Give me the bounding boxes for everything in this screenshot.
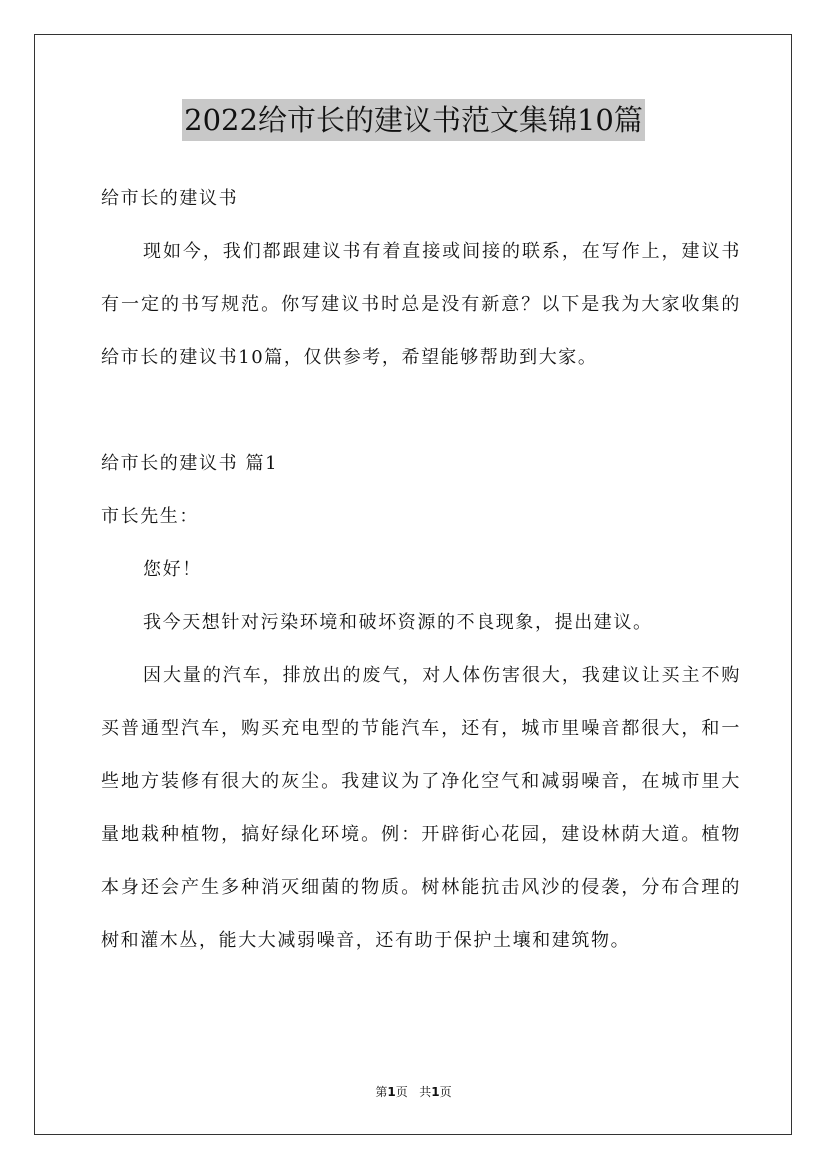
title-container: [0, 99, 827, 141]
body-paragraph-2: 因大量的汽车，排放出的废气，对人体伤害很大，我建议让买主不购买普通型汽车，购买充电型的节能汽车，还有，城市里噪音都很大，和一些地方装修有很大的灰尘。我建议为了净化空气和减弱噪音，在城市里大量地栽种植物，搞好绿化环境。例：开辟街心花园，建设林荫大道。植物本身还会产生多种消灭细菌的物质。树林能抗击风沙的侵袭，分布合理的树和灌木丛，能大大减弱噪音，还有助于保护土壤和建筑物。: [101, 665, 741, 951]
intro-paragraph: 现如今，我们都跟建议书有着直接或间接的联系，在写作上，建议书有一定的书写规范。你写建议书时总是没有新意？以下是我为大家收集的给市长的建议书10篇，仅供参考，希望能够帮助到大家。: [101, 241, 741, 368]
document-title: 2022给市长的建议书范文集锦10篇: [182, 99, 645, 141]
paragraph-gap: [101, 384, 741, 437]
article-heading: 给市长的建议书 篇1: [101, 453, 279, 474]
body-paragraph-1: 我今天想针对污染环境和破坏资源的不良现象，提出建议。: [143, 612, 653, 633]
total-suffix: 页: [439, 1085, 452, 1099]
total-pages: 1: [431, 1085, 440, 1099]
page-number: 1: [387, 1085, 396, 1099]
document-body: [101, 172, 741, 967]
page-prefix: 第: [375, 1085, 388, 1099]
section-heading: 给市长的建议书: [101, 188, 239, 209]
page-suffix: 页: [395, 1085, 408, 1099]
greeting: 您好！: [143, 559, 202, 580]
page-footer: [0, 1083, 827, 1100]
salutation: 市长先生：: [101, 506, 199, 527]
total-prefix: 共: [419, 1085, 432, 1099]
